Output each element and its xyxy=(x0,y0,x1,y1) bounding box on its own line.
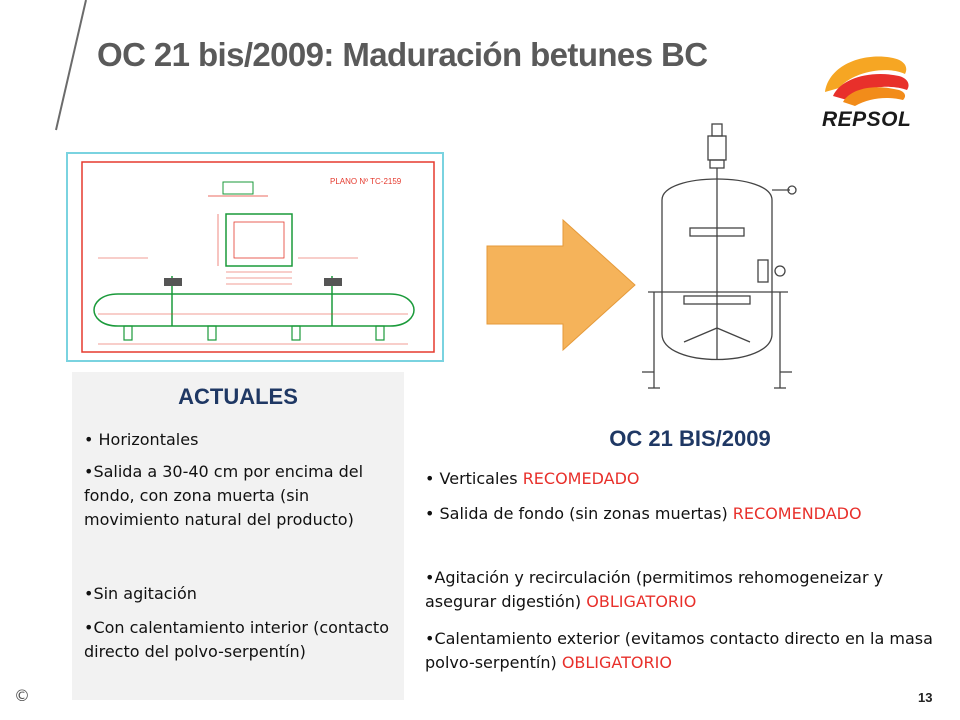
oc21-item-text: • Salida de fondo (sin zonas muertas) xyxy=(425,504,733,523)
oc21-item xyxy=(425,467,955,491)
right-arrow-icon xyxy=(485,218,637,352)
oc21-item-text: •Calentamiento exterior (evitamos contacto directo en la masa polvo-serpentín) xyxy=(425,629,933,672)
oc21-item-tag: RECOMENDADO xyxy=(732,504,862,523)
oc21-item xyxy=(425,627,955,675)
decorative-slash-line xyxy=(50,0,90,132)
plan-label: PLANO Nº TC-2159 xyxy=(330,177,402,186)
actuales-item: •Salida a 30-40 cm por encima del fondo, con zona muerta (sin movimiento natural del producto) xyxy=(84,462,364,529)
horizontal-tank-plan-drawing xyxy=(66,152,444,362)
oc21-item-text: •Agitación y recirculación (permitimos rehomogeneizar y asegurar digestión) xyxy=(425,568,884,611)
oc21-item-tag: OBLIGATORIO xyxy=(561,653,672,672)
actuales-item: • Horizontales xyxy=(84,430,199,449)
oc21-item-text: • Verticales xyxy=(425,469,523,488)
repsol-logo-text: REPSOL xyxy=(822,108,912,131)
oc21-item-tag: OBLIGATORIO xyxy=(586,592,697,611)
actuales-heading: ACTUALES xyxy=(178,384,298,409)
oc21-item xyxy=(425,566,955,614)
oc21-item xyxy=(425,502,955,526)
oc21-item-tag: RECOMEDADO xyxy=(522,469,640,488)
copyright-symbol: © xyxy=(14,686,30,705)
actuales-item: •Sin agitación xyxy=(84,584,197,603)
page-number: 13 xyxy=(918,690,933,705)
slide-title: OC 21 bis/2009: Maduración betunes BC xyxy=(97,36,708,73)
actuales-item: •Con calentamiento interior (contacto directo del polvo-serpentín) xyxy=(84,618,389,661)
vertical-tank-drawing xyxy=(640,120,810,392)
actuales-panel xyxy=(72,372,404,700)
oc21-heading: OC 21 BIS/2009 xyxy=(609,426,771,451)
